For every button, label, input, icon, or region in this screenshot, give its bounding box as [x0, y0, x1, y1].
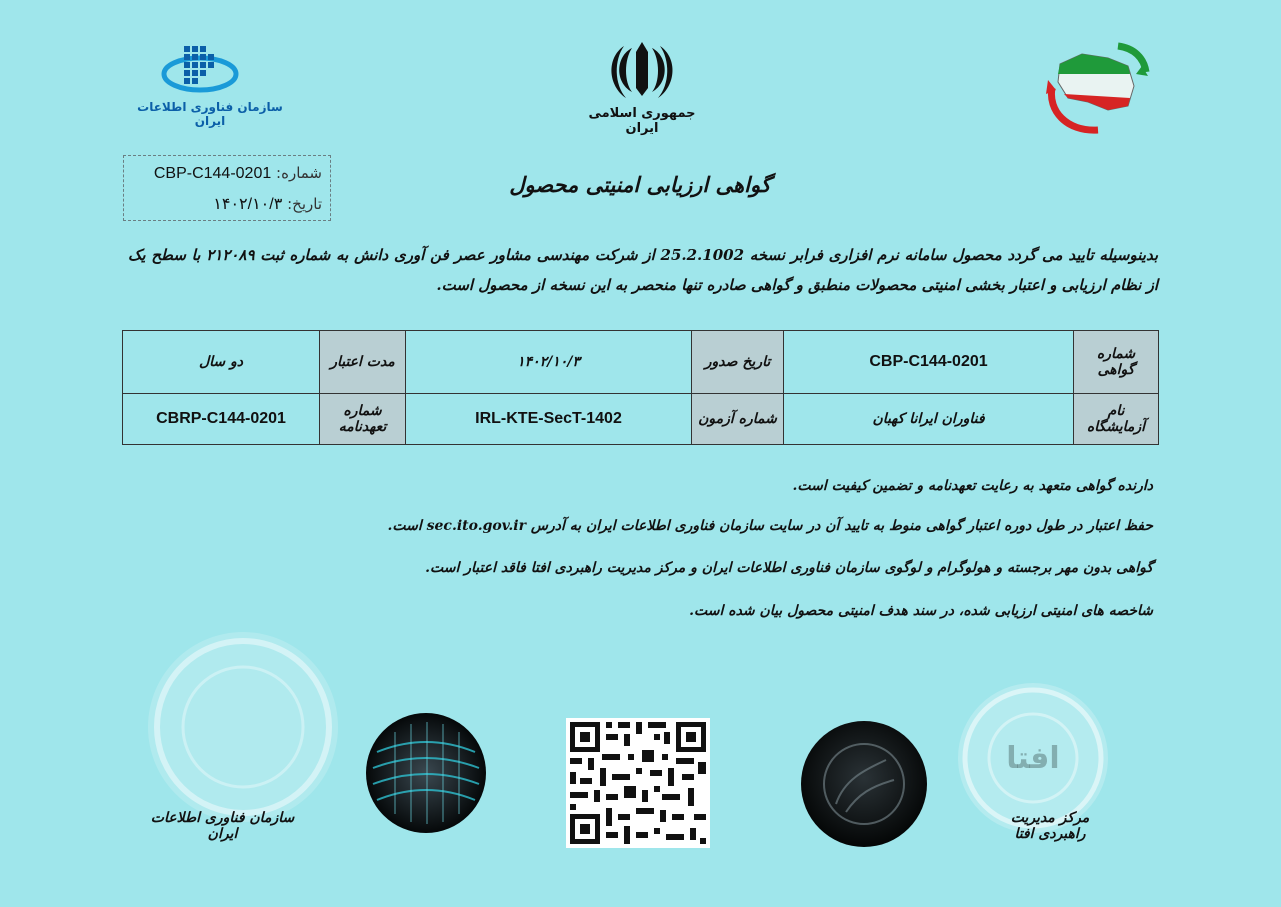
number-label: شماره:	[276, 164, 322, 182]
signatory-ito: سازمان فناوری اطلاعات ایران	[150, 810, 295, 842]
qr-code-graphic	[566, 718, 710, 848]
afta-seal-text: افتا	[1006, 741, 1060, 776]
certificate-info-table	[122, 330, 1159, 445]
signatory-afta: مرکز مدیریت راهبردی افتا	[1010, 810, 1090, 842]
validity-value: دو سال	[123, 331, 320, 394]
lab-name-label: نام آزمایشگاه	[1074, 394, 1159, 445]
cert-number-label: شماره گواهی	[1074, 331, 1159, 394]
reference-box	[123, 155, 331, 221]
test-number-value: IRL-KTE-SecT-1402	[406, 394, 692, 445]
validity-label: مدت اعتبار	[320, 331, 406, 394]
hologram-sticker-icon	[365, 712, 487, 834]
number-value: CBP-C144-0201	[153, 165, 272, 182]
page-title: گواهی ارزیابی امنیتی محصول	[509, 172, 771, 197]
table-row	[123, 394, 1159, 445]
issue-date-value: ۱۴۰۲/۱۰/۳	[406, 331, 692, 394]
cert-number-value: CBP-C144-0201	[784, 331, 1074, 394]
qr-code-icon[interactable]	[566, 718, 710, 848]
ito-logo	[125, 42, 295, 128]
note-validity-site: حفظ اعتبار در طول دوره اعتبار گواهی منوط به تایید آن در سایت سازمان فناوری اطلاعات ایران به آدرس sec.ito.gov.ir است.	[387, 518, 1153, 534]
afta-logo	[1038, 40, 1150, 140]
note-commitment: دارنده گواهی متعهد به رعایت تعهدنامه و تضمین کیفیت است.	[792, 478, 1153, 494]
hologram-sticker-icon	[800, 720, 928, 848]
hologram-left-icon	[365, 712, 487, 834]
note-security-target: شاخصه های امنیتی ارزیابی شده، در سند هدف امنیتی محصول بیان شده است.	[689, 603, 1153, 619]
lab-name-value: فناوران ایرانا کهبان	[784, 394, 1074, 445]
hologram-right-icon	[800, 720, 928, 848]
ito-logo-icon	[160, 42, 240, 97]
test-number-label: شماره آزمون	[692, 394, 784, 445]
iran-emblem	[580, 38, 704, 136]
date-line	[213, 194, 322, 214]
embossed-seal-icon	[148, 632, 338, 822]
commitment-number-value: CBRP-C144-0201	[123, 394, 320, 445]
table-row	[123, 331, 1159, 394]
commitment-number-label: شماره تعهدنامه	[320, 394, 406, 445]
iran-emblem-caption: جمهوری اسلامی ایران	[588, 106, 696, 136]
ito-logo-caption: سازمان فناوری اطلاعات ایران	[137, 100, 283, 128]
issue-date-label: تاریخ صدور	[692, 331, 784, 394]
iran-emblem-icon	[602, 38, 682, 102]
note-hologram: گواهی بدون مهر برجسته و هولوگرام و لوگوی سازمان فناوری اطلاعات ایران و مرکز مدیریت راهبردی افتا فاقد اعتبار است.	[425, 560, 1153, 576]
seal-ring-icon	[148, 632, 338, 822]
certificate-number-line	[154, 164, 322, 183]
date-value: ۱۴۰۲/۱۰/۳	[213, 196, 283, 213]
date-label: تاریخ:	[287, 195, 322, 213]
afta-map-logo-icon	[1038, 40, 1150, 140]
intro-paragraph: بدینوسیله تایید می گردد محصول سامانه نرم افزاری فرابر نسخه 25.2.1002 از شرکت مهندسی مشاور عصر فن آوری دانش به شماره ثبت ۲۱۲۰۸۹ با سطح یک از نظام ارزیابی و اعتبار بخشی امنیتی محصولات منطبق و گواهی صادره تنها منحصر به این نسخه از محصول است.	[128, 246, 1158, 294]
